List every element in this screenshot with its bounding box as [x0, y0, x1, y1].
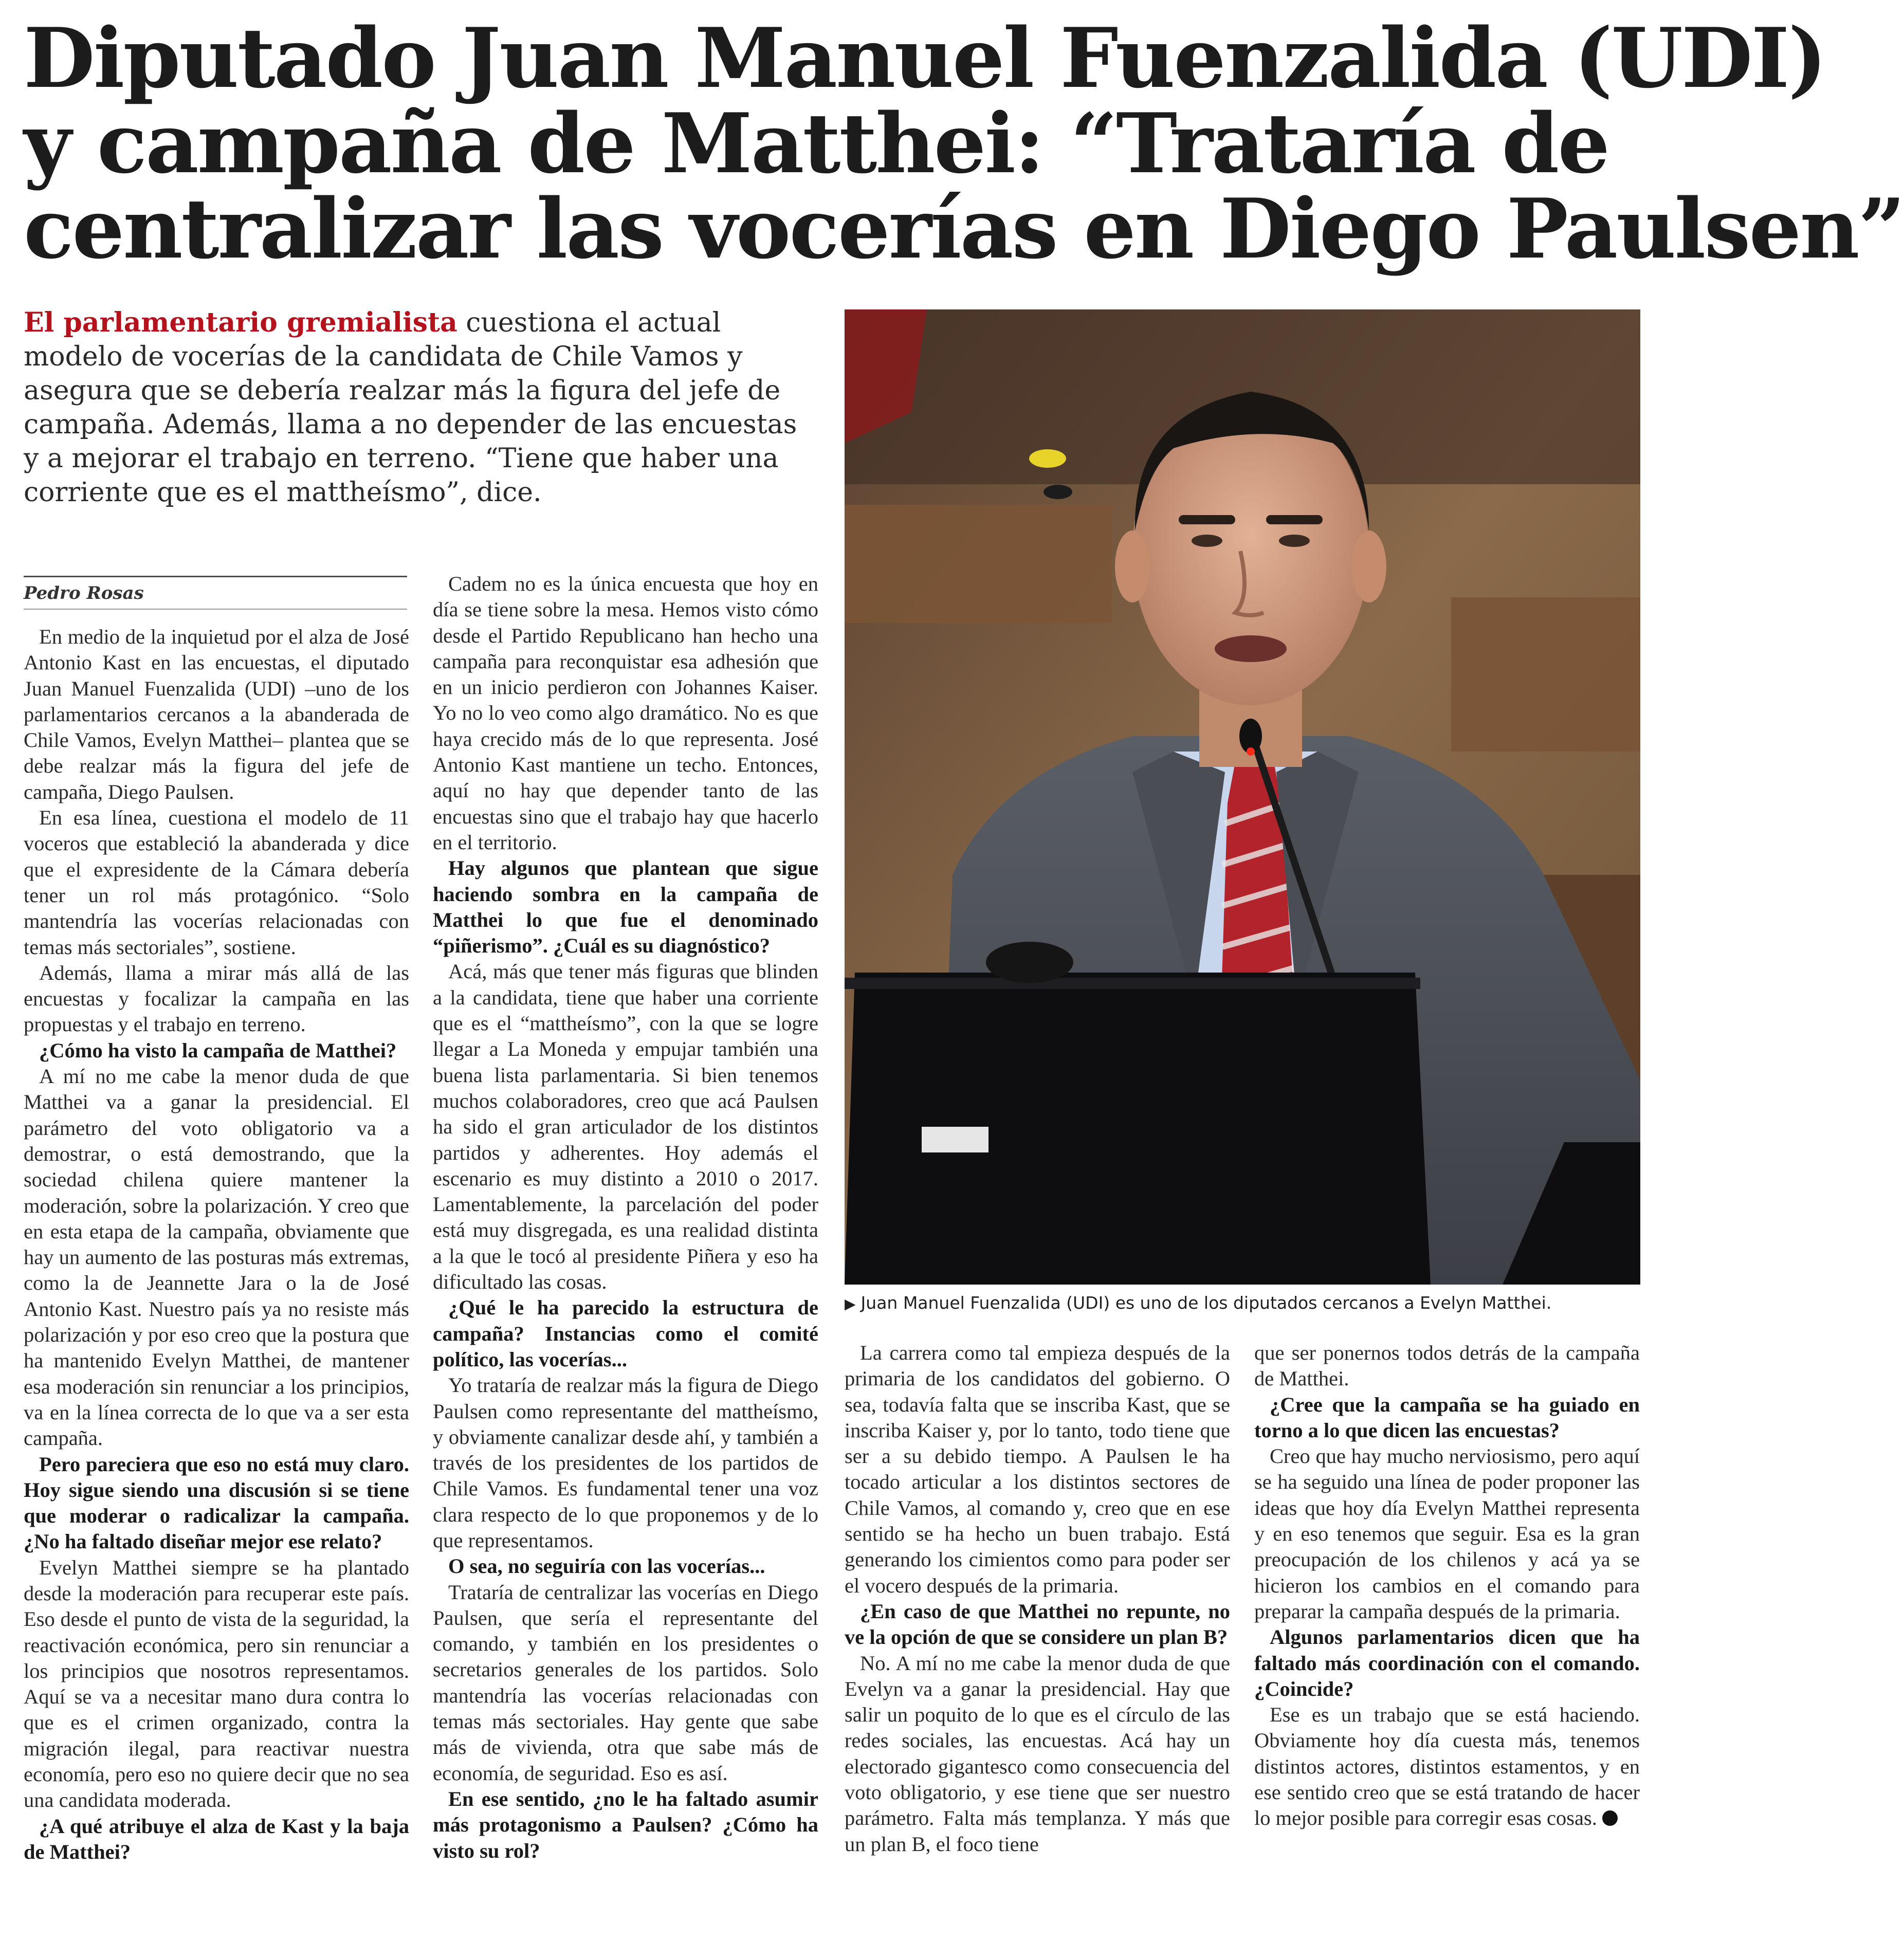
body-paragraph: En medio de la inquietud por el alza de José Antonio Kast en las encuestas, el diputado Juan Manuel Fuenzalida (UDI) –uno de los parlamentarios cercanos a la abanderada de Chile Vamos, Evelyn Matthei– plantea que se debe realzar más la figura del jefe de campaña, Diego Paulsen. — [24, 625, 409, 803]
text-column-3 — [845, 1340, 1230, 1857]
interview-question: Pero pareciera que eso no está muy claro. Hoy sigue siendo una discusión si se tiene que moderar o radicalizar la campaña. ¿No ha faltado diseñar mejor ese relato? — [24, 1452, 409, 1553]
photo-illustration — [845, 309, 1640, 1285]
interview-question: Hay algunos que plantean que sigue haciendo sombra en la campaña de Matthei lo que fue el denominado “piñerismo”. ¿Cuál es su diagnóstico? — [433, 856, 818, 958]
end-bullet-icon — [1602, 1810, 1618, 1826]
body-paragraph: Trataría de centralizar las vocerías en Diego Paulsen, que sería el representante del comando, y también en los presidentes o secretarios generales de los partidos. Solo mantendría las vocerías relacionadas con temas más sectoriales. Hay gente que sabe más de vivienda, otra que sabe más de economía, de seguridad. Eso es así. — [433, 1580, 818, 1785]
body-paragraph: Además, llama a mirar más allá de las encuestas y focalizar la campaña en las propuestas y el trabajo en terreno. — [24, 961, 409, 1036]
body-paragraph: Creo que hay mucho nerviosismo, pero aquí se ha seguido una línea de poder proponer las ideas que hoy día Evelyn Matthei representa y en eso tenemos que seguir. Esa es la gran preocupación de los chilenos y acá ya se hicieron los cambios en el comando para preparar la campaña después de la primaria. — [1254, 1444, 1640, 1623]
author-divider-top — [24, 576, 407, 577]
body-paragraph: que ser ponernos todos detrás de la campaña de Matthei. — [1254, 1341, 1640, 1390]
body-paragraph: Yo trataría de realzar más la figura de Diego Paulsen como representante del mattheísmo, y obviamente canalizar desde ahí, y también a través de los presidentes de los partidos de Chile Vamos. Es fundamental tener una voz clara respecto de lo que proponemos y de lo que representamos. — [433, 1374, 818, 1552]
headline — [24, 10, 1904, 277]
body-paragraph: Cadem no es la única encuesta que hoy en día se tiene sobre la mesa. Hemos visto cómo desde el Partido Republicano han hecho una campaña para reconquistar esa adhesión que en un inicio perdieron con Johannes Kaiser. Yo no lo veo como algo dramático. No es que haya crecido más de lo que representa. José Antonio Kast mantiene un techo. Entonces, aquí no hay que depender tanto de las encuestas sino que el trabajo hay que hacerlo en el territorio. — [433, 572, 818, 854]
body-paragraph: No. A mí no me cabe la menor duda de que Evelyn va a ganar la presidencial. Hay que salir un poquito de lo que es el círculo de las redes sociales, las encuestas. Acá hay un electorado gigantesco como consecuencia del voto obligatorio, y ese tiene que ser nuestro parámetro. Falta más templanza. Y más que un plan B, el foco tiene — [845, 1651, 1230, 1856]
deck-line: corriente que es el mattheísmo”, dice. — [24, 477, 542, 508]
deck-line-text: cuestiona el actual — [457, 307, 721, 338]
author-byline: Pedro Rosas — [24, 583, 144, 603]
headline-line: centralizar las vocerías en Diego Paulsen” — [24, 180, 1904, 277]
caption-text: Juan Manuel Fuenzalida (UDI) es uno de los diputados cercanos a Evelyn Matthei. — [861, 1293, 1552, 1313]
text-column-2 — [433, 571, 818, 1864]
deck-line — [24, 306, 795, 340]
interview-question: ¿Qué le ha parecido la estructura de campaña? Instancias como el comité político, las vocerías... — [433, 1296, 818, 1371]
body-paragraph: Ese es un trabajo que se está haciendo. Obviamente hoy día cuesta más, tenemos distintos actores, distintos estamentos, y en ese sentido creo que se está tratando de hacer lo mejor posible para corregir esas cosas. — [1254, 1703, 1640, 1830]
body-paragraph: Acá, más que tener más figuras que blinden a la candidata, tiene que haber una corriente que es el “mattheísmo”, con la que se logre llegar a La Moneda y empujar también una buena lista parlamentaria. Si bien tenemos muchos colaboradores, creo que acá Paulsen ha sido el gran articulador de los distintos partidos y adherentes. Hoy además el escenario es muy distinto a 2010 o 2017. Lamentablemente, la parcelación del poder está muy disgregada, es una realidad distinta a la que le tocó al presidente Piñera y eso ha dificultado las cosas. — [433, 960, 818, 1294]
caption-arrow-icon: ▶ — [845, 1295, 856, 1312]
interview-question: ¿En caso de que Matthei no repunte, no ve la opción de que se considere un plan B? — [845, 1599, 1230, 1649]
interview-question: ¿A qué atribuye el alza de Kast y la baja de Matthei? — [24, 1814, 409, 1863]
deck — [24, 306, 795, 509]
interview-question: ¿Cómo ha visto la campaña de Matthei? — [39, 1038, 397, 1062]
photo-caption — [845, 1292, 1646, 1315]
headline-line: Diputado Juan Manuel Fuenzalida (UDI) — [24, 10, 1826, 106]
headline-line: y campaña de Matthei: “Trataría de — [24, 95, 1609, 192]
body-paragraph: Evelyn Matthei siempre se ha plantado desde la moderación para recuperar este país. Eso desde el punto de vista de la seguridad, la reactivación económica, pero sin renunciar a los principios que nosotros representamos. Aquí se va a necesitar mano dura contra lo que es el crimen organizado, contra la migración ilegal, para reactivar nuestra economía, pero eso no quiere decir que no sea una candidata moderada. — [24, 1555, 409, 1812]
body-paragraph: La carrera como tal empieza después de la primaria de los candidatos del gobierno. O sea, todavía falta que se inscriba Kast, que se inscriba Kaiser y, por lo tanto, todo tiene que ser a su debido tiempo. A Paulsen le ha tocado articular a los distintos sectores de Chile Vamos, al comando y, creo que en ese sentido se ha hecho un buen trabajo. Está generando los cimientos como para poder ser el vocero después de la primaria. — [845, 1341, 1230, 1597]
interview-question: En ese sentido, ¿no le ha faltado asumir más protagonismo a Paulsen? ¿Cómo ha visto su rol? — [433, 1787, 818, 1862]
interview-question: O sea, no seguiría con las vocerías... — [448, 1554, 765, 1578]
text-column-1 — [24, 624, 409, 1865]
deck-lead: El parlamentario gremialista — [24, 307, 457, 338]
deck-line: campaña. Además, llama a no depender de las encuestas — [24, 409, 797, 440]
deck-line: y a mejorar el trabajo en terreno. “Tiene que haber una — [24, 443, 779, 474]
interview-question: ¿Cree que la campaña se ha guiado en torno a lo que dicen las encuestas? — [1254, 1393, 1640, 1442]
deck-line: asegura que se debería realzar más la figura del jefe de — [24, 375, 781, 406]
author-divider-bottom — [24, 609, 407, 610]
body-paragraph: A mí no me cabe la menor duda de que Matthei va a ganar la presidencial. El parámetro del voto obligatorio va a demostrar, o está demostrando, que la sociedad chilena quiere mantener la moderación, sobre la polarización. Y creo que en esta etapa de la campaña, obviamente que hay un aumento de las posturas más extremas, como la de Jeannette Jara o la de José Antonio Kast. Nuestro país ya no resiste más polarización y por eso creo que la postura que ha mantenido Evelyn Matthei, de mantener esa moderación sin renunciar a los principios, va en la línea correcta de lo que va a ser esta campaña. — [24, 1065, 409, 1450]
article-photo — [845, 309, 1640, 1285]
text-column-4 — [1254, 1340, 1640, 1832]
body-paragraph: En esa línea, cuestiona el modelo de 11 voceros que estableció la abanderada y dice que el expresidente de la Cámara debería tener un rol más protagónico. “Solo mantendría las vocerías relacionadas con temas más sectoriales”, sostiene. — [24, 806, 409, 959]
interview-question: Algunos parlamentarios dicen que ha faltado más coordinación con el comando. ¿Coincide? — [1254, 1625, 1640, 1700]
deck-line: modelo de vocerías de la candidata de Chile Vamos y — [24, 341, 743, 372]
